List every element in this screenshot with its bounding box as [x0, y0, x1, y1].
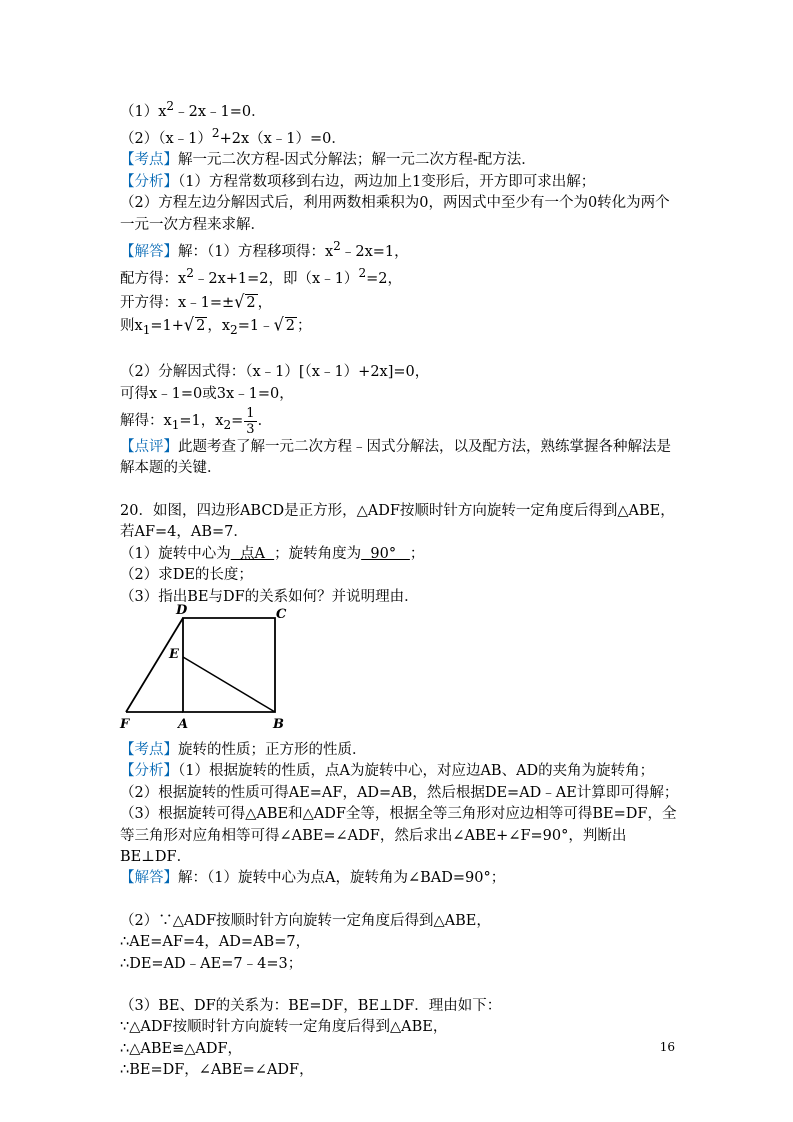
p19-jieda-4: 则$x_1=1+√$ 2 ，$x_2=1﹣√$ 2 ；: [120, 313, 312, 337]
label-c: C: [276, 606, 287, 622]
radical-sign: √: [273, 313, 284, 335]
p20-jieda-5: （3）BE、DF的关系为：BE=DF，BE⊥DF．理由如下：: [120, 997, 502, 1014]
p20-jieda-4: ∴DE=AD﹣AE=7﹣4=3；: [120, 955, 303, 972]
p19-jieda-5: （2）分解因式得：（x﹣1）[（x﹣1）+2x]=0，: [120, 364, 430, 381]
jieda-tag: 【解答】: [120, 243, 178, 260]
p19-jieda-6: 可得x﹣1=0或3x﹣1=0，: [120, 385, 294, 402]
kaodian-tag: 【考点】: [120, 741, 178, 758]
jieda-tag: 【解答】: [120, 870, 178, 887]
label-b: B: [273, 716, 284, 732]
p20-jieda-8: ∴BE=DF，∠ABE=∠ADF，: [120, 1062, 314, 1079]
fenxi-tag: 【分析】: [120, 763, 178, 780]
square-rotation-figure: [120, 602, 320, 740]
label-a: A: [178, 716, 189, 732]
p19-fenxi-2: （2）方程左边分解因式后，利用两数相乘积为0，两因式中至少有一个为0转化为两个一元一次方程来求解．: [120, 195, 670, 233]
p20-jieda-3: ∴AE=AF=4，AD=AB=7，: [120, 934, 311, 951]
p19-jieda-1: 【解答】解：（1）方程移项得：$x^2﹣2x=1$，: [120, 239, 409, 260]
p20-question-3: （3）指出BE与DF的关系如何？并说明理由．: [120, 588, 419, 605]
p19-fenxi-1: 【分析】（1）方程常数项移到右边，两边加上1变形后，开方即可求出解；: [120, 173, 596, 190]
figure-svg: [120, 610, 320, 740]
p20-fenxi-3: （3）根据旋转可得△ABE和△ADF全等，根据全等三角形对应边相等可得BE=DF，全等三角形对应角相等可得∠ABE=∠ADF，然后求出∠ABE+∠F=90°，判断出BE⊥DF．: [120, 806, 677, 865]
p20-jieda-7: ∴△ABE≌△ADF，: [120, 1040, 243, 1057]
answer-rotation-center: 点A: [230, 545, 275, 562]
p19-question-2: （2）（x﹣1）$^2$+2x（x﹣1）=0．: [120, 126, 346, 148]
p19-question-1: $(1)x^2﹣2x﹣1=0$．: [120, 99, 266, 120]
spacer: [120, 975, 680, 996]
fraction-one-third: $\frac{1}{3}$: [246, 405, 255, 437]
label-e: E: [169, 646, 179, 662]
page-number: 16: [659, 1040, 675, 1054]
document-body: [120, 96, 680, 1082]
p19-dianping: 【点评】此题考查了解一元二次方程﹣因式分解法，以及配方法，熟练掌握各种解法是解本题的关键．: [120, 439, 671, 477]
spacer: [120, 480, 680, 501]
fenxi-tag: 【分析】: [120, 173, 178, 190]
p19-jieda-3: 开方得：x﹣1=±√ 2 ，: [120, 290, 273, 312]
p20-jieda-1: 【解答】解：（1）旋转中心为点A，旋转角为∠BAD=90°；: [120, 870, 506, 887]
p20-jieda-6: ∵△ADF按顺时针方向旋转一定角度后得到△ABE，: [120, 1019, 448, 1036]
answer-rotation-angle: 90°: [361, 545, 410, 562]
label-d: D: [176, 602, 188, 618]
p20-question-1: （1）旋转中心为 点A ；旋转角度为 90° ；: [120, 545, 425, 562]
segment-eb: [183, 657, 275, 712]
radical-sign: √: [183, 313, 195, 335]
p20-stem: 20．如图，四边形ABCD是正方形，△ADF按顺时针方向旋转一定角度后得到△ABE，若AF=4，AB=7．: [120, 502, 675, 541]
p20-jieda-2: （2）∵△ADF按顺时针方向旋转一定角度后得到△ABE，: [120, 912, 491, 929]
spacer: [120, 341, 680, 362]
p20-fenxi-2: （2）根据旋转的性质可得AE=AF，AD=AB，然后根据DE=AD﹣AE计算即可得解；: [120, 784, 679, 801]
p19-jieda-2: 配方得：$x^2﹣2x+1=2$，即（x﹣1）$^2$=2，: [120, 266, 402, 288]
radical-sign: √: [234, 290, 245, 312]
spacer: [120, 890, 680, 911]
p20-question-2: （2）求DE的长度；: [120, 567, 253, 584]
p20-fenxi-1: 【分析】（1）根据旋转的性质，点A为旋转中心，对应边AB、AD的夹角为旋转角；: [120, 763, 655, 780]
p19-jieda-7: 解得：$x_1=1$，$x_2=$ $\frac{1}{3}$ ．: [120, 405, 273, 437]
dianping-tag: 【点评】: [120, 439, 178, 456]
kaodian-tag: 【考点】: [120, 152, 178, 169]
p20-kaodian: 【考点】旋转的性质；正方形的性质．: [120, 741, 367, 758]
p19-kaodian: 【考点】解一元二次方程-因式分解法；解一元二次方程-配方法．: [120, 152, 536, 169]
label-f: F: [120, 716, 130, 732]
